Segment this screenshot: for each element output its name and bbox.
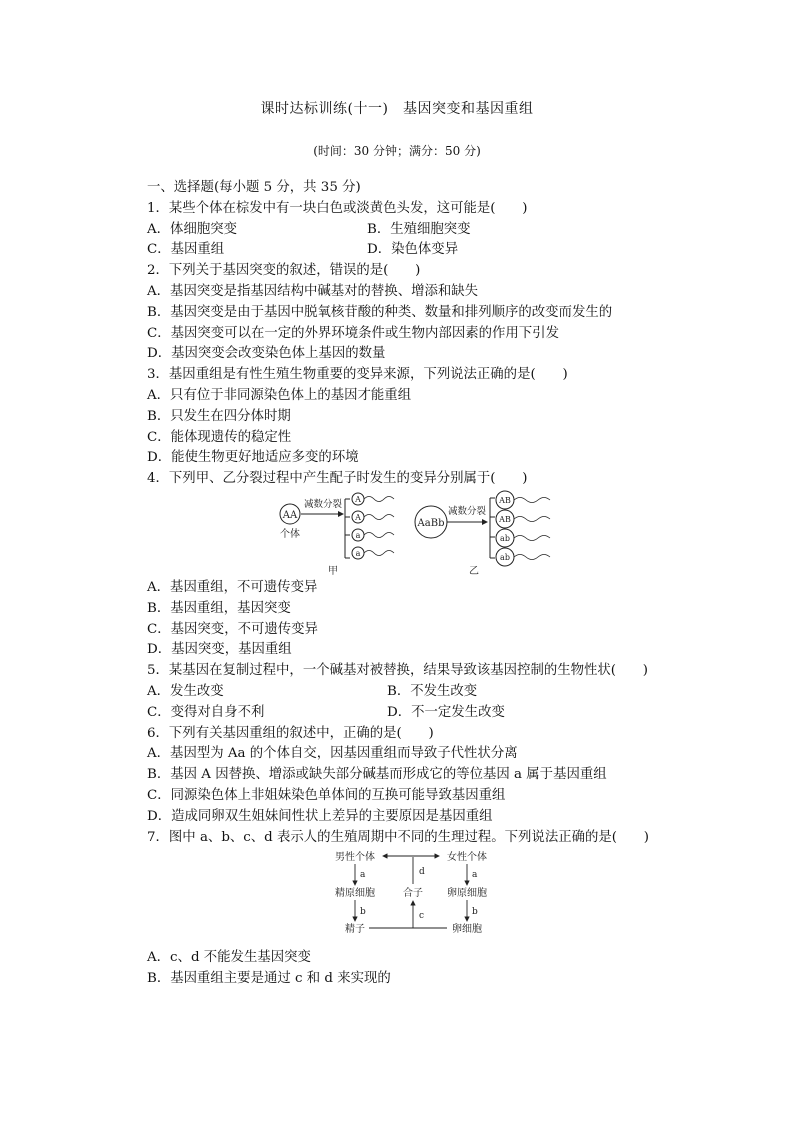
caption-jia: 甲 — [328, 565, 338, 577]
q1-options-row1 — [147, 220, 687, 241]
gamete-jia-4: a — [355, 548, 361, 558]
gametes-yi — [496, 491, 550, 566]
q5-stem: 5．某基因在复制过程中，一个碱基对被替换，结果导致该基因控制的生物性状( ) — [147, 663, 649, 679]
q5-options-row1 — [147, 682, 687, 703]
label-b-female: b — [472, 907, 478, 918]
q3-stem: 3．基因重组是有性生殖生物重要的变异来源，下列说法正确的是( ) — [147, 367, 568, 383]
q6-stem: 6．下列有关基因重组的叙述中，正确的是( ) — [147, 725, 434, 741]
tail-icon — [514, 535, 550, 540]
q6-option-b: B．基因 A 因替换、增添或缺失部分碱基而形成它的等位基因 a 属于基因重组 — [147, 767, 607, 783]
gamete-yi-4: ab — [500, 552, 510, 562]
q3-option-a: A．只有位于非同源染色体上的基因才能重组 — [147, 387, 412, 403]
gamete-jia-1: A — [355, 494, 361, 504]
gamete-yi-3: ab — [500, 533, 510, 543]
q7-option-a: A．c、d 不能发生基因突变 — [147, 950, 311, 966]
q2-option-d: D．基因突变会改变染色体上基因的数量 — [147, 346, 386, 362]
process-label-jia: 减数分裂 — [303, 498, 343, 510]
label-a-male: a — [360, 870, 366, 881]
tail-icon — [514, 497, 550, 502]
q7-stem: 7．图中 a、b、c、d 表示人的生殖周期中不同的生理过程。下列说法正确的是( ) — [147, 829, 649, 845]
q4-option-d: D．基因突变，基因重组 — [147, 642, 292, 658]
diagram-jia — [280, 493, 394, 577]
section-heading: 一、选择题(每小题 5 分，共 35 分) — [147, 180, 361, 195]
q2-option-c: C．基因突变可以在一定的外界环境条件或生物内部因素的作用下引发 — [147, 325, 559, 341]
q5-option-c: C．变得对自身不利 — [147, 704, 265, 720]
q4-stem: 4．下列甲、乙分裂过程中产生配子时发生的变异分别属于( ) — [147, 471, 528, 487]
diagram-yi — [415, 491, 550, 577]
node-zygote: 合子 — [403, 888, 423, 900]
q2-option-a: A．基因突变是指基因结构中碱基对的替换、增添和缺失 — [147, 283, 479, 299]
node-sperm: 精子 — [345, 924, 365, 936]
tail-icon — [364, 532, 394, 537]
brace-yi — [490, 498, 495, 558]
q4-option-c: C．基因突变，不可遗传变异 — [147, 621, 318, 637]
q1-option-c: C．基因重组 — [147, 242, 225, 258]
node-female: 女性个体 — [447, 852, 487, 864]
q4-option-a: A．基因重组，不可遗传变异 — [147, 579, 318, 595]
node-oogonium: 卵原细胞 — [447, 888, 487, 900]
tail-icon — [364, 496, 394, 501]
label-d: d — [419, 867, 425, 878]
q7-figure — [147, 848, 687, 948]
tail-icon — [514, 516, 550, 521]
gamete-jia-2: A — [355, 512, 361, 522]
q1-option-a: A．体细胞突变 — [147, 221, 238, 237]
q3-option-b: B．只发生在四分体时期 — [147, 408, 291, 424]
process-label-yi: 减数分裂 — [447, 505, 487, 517]
gametes-jia — [352, 493, 394, 559]
node-spermatogonium: 精原细胞 — [335, 888, 375, 900]
q1-options-row2 — [147, 240, 687, 261]
label-b-male: b — [360, 907, 366, 918]
q6-option-c: C．同源染色体上非姐妹染色单体间的互换可能导致基因重组 — [147, 787, 506, 803]
tail-icon — [364, 550, 394, 555]
q4-figure — [147, 490, 687, 578]
q2-option-b: B．基因突变是由于基因中脱氧核苷酸的种类、数量和排列顺序的改变而发生的 — [147, 304, 613, 320]
gamete-yi-2: AB — [499, 514, 511, 524]
page-title: 课时达标训练(十一) 基因突变和基因重组 — [260, 101, 534, 117]
tail-icon — [364, 514, 394, 519]
caption-yi: 乙 — [469, 565, 479, 577]
q6-option-d: D．造成同卵双生姐妹间性状上差异的主要原因是基因重组 — [147, 808, 493, 824]
brace-jia — [345, 499, 350, 558]
q5-option-a: A．发生改变 — [147, 683, 224, 699]
parent-label-jia: AA — [282, 509, 298, 521]
node-egg: 卵细胞 — [452, 924, 482, 936]
node-male: 男性个体 — [335, 852, 375, 864]
gamete-yi-1: AB — [499, 495, 511, 505]
q2-stem: 2．下列关于基因突变的叙述，错误的是( ) — [147, 263, 421, 279]
label-a-female: a — [472, 870, 478, 881]
meiosis-diagram — [147, 490, 687, 578]
q5-options-row2 — [147, 703, 687, 724]
reproduction-cycle-diagram — [147, 848, 687, 948]
q1-stem: 1．某些个体在棕发中有一块白色或淡黄色头发，这可能是( ) — [147, 200, 528, 216]
q1-option-b: B．生殖细胞突变 — [367, 221, 471, 237]
q3-option-c: C．能体现遗传的稳定性 — [147, 429, 292, 445]
label-c: c — [419, 911, 425, 922]
individual-label: 个体 — [280, 528, 300, 540]
tail-icon — [514, 554, 550, 559]
q5-option-b: B．不发生改变 — [387, 683, 478, 699]
q6-option-a: A．基因型为 Aa 的个体自交，因基因重组而导致子代性状分离 — [147, 746, 518, 762]
time-score-info: (时间：30 分钟；满分：50 分) — [313, 144, 481, 158]
gamete-jia-3: a — [355, 530, 361, 540]
q1-option-d: D．染色体变异 — [367, 242, 459, 258]
q5-option-d: D．不一定发生改变 — [387, 704, 505, 720]
parent-label-yi: AaBb — [417, 517, 445, 529]
q4-option-b: B．基因重组，基因突变 — [147, 600, 291, 616]
q7-option-b: B．基因重组主要是通过 c 和 d 来实现的 — [147, 971, 391, 987]
q3-option-d: D．能使生物更好地适应多变的环境 — [147, 450, 359, 466]
question-list — [147, 178, 687, 990]
